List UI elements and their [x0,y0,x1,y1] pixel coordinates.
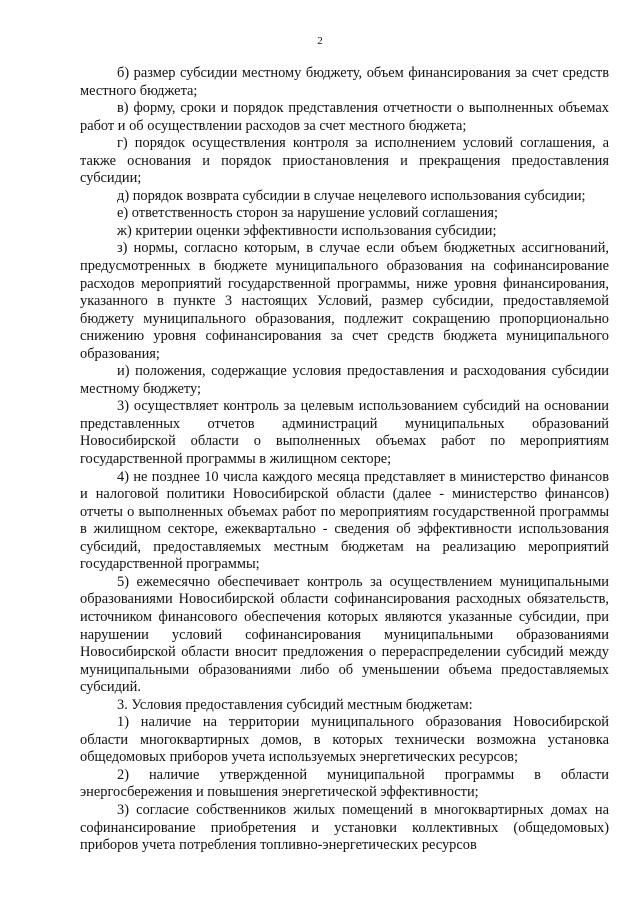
paragraph-monthly-control: 5) ежемесячно обеспечивает контроль за осуществлением муниципальными образованиями Новосибирской области софинансирования расходных обязательств, источником финансового обеспечения которых являются указанные субсидии, при нарушении условий софинансирования муниципальными образованиями Новосибирской области вносит предложения о перераспределении субсидий между муниципальными образованиями либо об уменьшении объема предоставляемых субсидий. [80,573,609,696]
paragraph-reporting-form: в) форму, сроки и порядок представления отчетности о выполненных объемах работ и об осуществлении расходов за счет местного бюджета; [80,100,609,134]
paragraph-control-procedure: г) порядок осуществления контроля за исполнением условий соглашения, а также основания и порядок приостановления и прекращения предоставления субсидии; [80,135,609,187]
paragraph-usage-provisions: и) положения, содержащие условия предоставления и расходования субсидии местному бюджету; [80,363,609,397]
document-body [80,65,609,855]
paragraph-condition-owners-consent: 3) согласие собственников жилых помещений в многоквартирных домах на софинансирование приобретения и установки коллективных (общедомовых) приборов учета потребления топливно-энергетических ресурсов [80,801,609,854]
paragraph-target-use-control: 3) осуществляет контроль за целевым использованием субсидий на основании представленных отчетов администраций муниципальных образований Новосибирской области о выполненных объемах работ по мероприятиям государственной программы в жилищном секторе; [80,398,609,468]
paragraph-monthly-reports: 4) не позднее 10 числа каждого месяца представляет в министерство финансов и налоговой политики Новосибирской области (далее - министерство финансов) отчеты о выполненных объемах работ по мероприятиям государственной программы в жилищном секторе, ежеквартально - сведения об эффективности использования субсидий, предоставляемых местным бюджетам на реализацию мероприятий государственной программы; [80,468,609,573]
paragraph-responsibility: е) ответственность сторон за нарушение условий соглашения; [117,205,498,222]
paragraph-cofinancing-norms: з) нормы, согласно которым, в случае если объем бюджетных ассигнований, предусмотренных в бюджете муниципального образования на софинансирование расходов мероприятий государственной программы, ниже уровня финансирования, указанного в пункте 3 настоящих Условий, размер субсидии, предоставляемой бюджету муниципального образования, подлежит сокращению пропорционально снижению уровня софинансирования за счет средств бюджета муниципального образования; [80,240,609,362]
paragraph-refund-procedure: д) порядок возврата субсидии в случае нецелевого использования субсидии; [117,187,586,204]
paragraph-efficiency-criteria: ж) критерии оценки эффективности использования субсидии; [117,222,497,239]
section-heading-conditions: 3. Условия предоставления субсидий местным бюджетам: [117,696,473,713]
paragraph-condition-houses: 1) наличие на территории муниципального образования Новосибирской области многоквартирных домов, в которых технически возможна установка общедомовых приборов учета используемых энергетических ресурсов; [80,714,609,766]
page-number: 2 [317,35,323,47]
paragraph-subsidy-size: б) размер субсидии местному бюджету, объем финансирования за счет средств местного бюджета; [80,65,609,99]
paragraph-condition-program: 2) наличие утвержденной муниципальной программы в области энергосбережения и повышения энергетической эффективности; [80,766,609,801]
